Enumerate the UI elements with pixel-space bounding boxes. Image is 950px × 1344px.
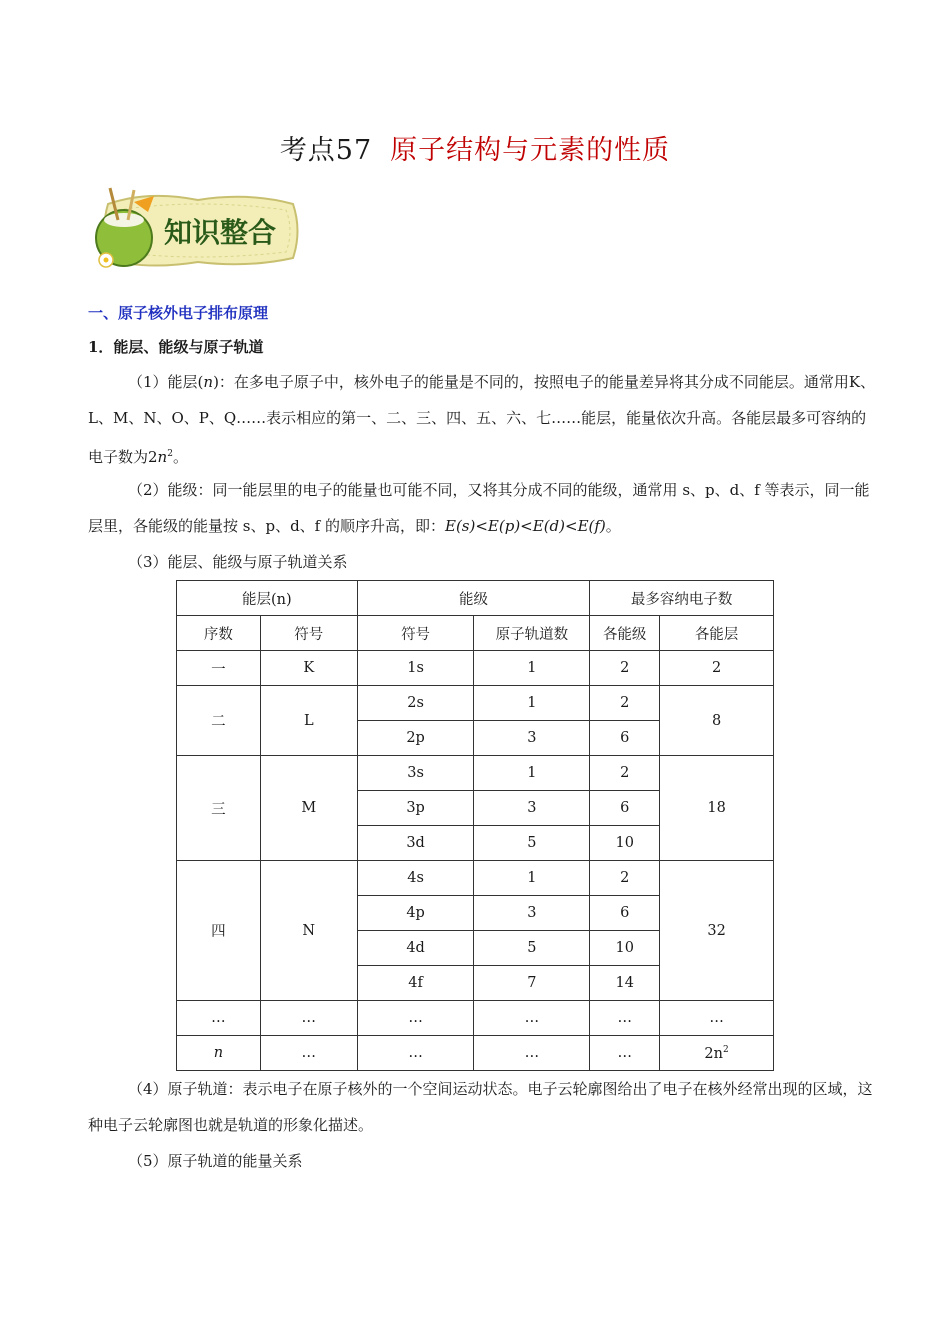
badge-text: 知识整合 — [163, 216, 277, 249]
ellipsis-cell: … — [177, 1001, 261, 1036]
shell-symbol: N — [260, 861, 357, 1001]
formula-exponent: 2 — [722, 1044, 729, 1055]
subheader-cell: 符号 — [260, 616, 357, 651]
shell-symbol: M — [260, 756, 357, 861]
table-row — [177, 861, 774, 896]
paragraph-orbital-energy: （5）原子轨道的能量关系 — [128, 1152, 303, 1170]
level-capacity: 14 — [590, 966, 660, 1001]
level-capacity: 2 — [590, 756, 660, 791]
subheader-cell: 序数 — [177, 616, 261, 651]
orbital-count: 3 — [474, 721, 590, 756]
table-row — [177, 1036, 774, 1071]
level-symbol: 2p — [357, 721, 474, 756]
orbital-count: … — [474, 1036, 590, 1071]
subheader-cell: 各能层 — [660, 616, 774, 651]
orbital-count: 1 — [474, 756, 590, 791]
shell-symbol: … — [260, 1036, 357, 1071]
table-row — [177, 756, 774, 791]
shell-capacity: 8 — [660, 686, 774, 756]
formula-2n: 2n — [704, 1045, 723, 1062]
level-symbol: 4f — [357, 966, 474, 1001]
level-capacity: 2 — [590, 651, 660, 686]
level-symbol: 3d — [357, 826, 474, 861]
subheader-cell: 符号 — [357, 616, 474, 651]
table-row — [177, 651, 774, 686]
shell-level-table — [176, 580, 774, 1071]
paragraph-energy-level: （2）能级：同一能层里的电子的能量也可能不同，又将其分成不同的能级，通常用 s、p、d、f 等表示，同一能层里，各能级的能量按 s、p、d、f 的顺序升高，即：E(s)<E(p)<E(d)<E(f)。 — [88, 481, 870, 535]
shell-ordinal: 二 — [177, 686, 261, 756]
header-shell: 能层(n) — [177, 581, 358, 616]
table-header-row — [177, 581, 774, 616]
level-symbol: … — [357, 1036, 474, 1071]
knowledge-badge — [88, 186, 306, 276]
paragraph-energy-shell: （1）能层(n)：在多电子原子中，核外电子的能量是不同的，按照电子的能量差异将其分成不同能层。通常用K、L、M、N、O、P、Q……表示相应的第一、二、三、四、五、六、七……能层，能量依次升高。各能层最多可容纳的电子数为$2n^2$。 — [88, 373, 876, 466]
table-subheader-row — [177, 616, 774, 651]
level-symbol: 2s — [357, 686, 474, 721]
header-level: 能级 — [357, 581, 590, 616]
level-capacity: 6 — [590, 896, 660, 931]
level-capacity: 6 — [590, 791, 660, 826]
subsection-heading: 1．能层、能级与原子轨道 — [88, 338, 264, 356]
ellipsis-cell: … — [260, 1001, 357, 1036]
shell-capacity: 2 — [660, 651, 774, 686]
shell-ordinal: 一 — [177, 651, 261, 686]
level-capacity: 10 — [590, 931, 660, 966]
orbital-count: 1 — [474, 651, 590, 686]
level-symbol: 4s — [357, 861, 474, 896]
level-symbol: 3s — [357, 756, 474, 791]
level-symbol: 3p — [357, 791, 474, 826]
paragraph-relation: （3）能层、能级与原子轨道关系 — [128, 553, 348, 571]
subheader-cell: 原子轨道数 — [474, 616, 590, 651]
orbital-count: 1 — [474, 861, 590, 896]
title-lead: 考点57 — [279, 135, 373, 166]
level-capacity: 2 — [590, 686, 660, 721]
title-main: 原子结构与元素的性质 — [390, 135, 671, 166]
level-capacity: … — [590, 1036, 660, 1071]
table-row — [177, 1001, 774, 1036]
orbital-count: 1 — [474, 686, 590, 721]
paragraph-orbital: （4）原子轨道：表示电子在原子核外的一个空间运动状态。电子云轮廓图给出了电子在核外经常出现的区域，这种电子云轮廓图也就是轨道的形象化描述。 — [88, 1080, 873, 1134]
orbital-count: 3 — [474, 896, 590, 931]
ellipsis-cell: … — [660, 1001, 774, 1036]
page-title — [0, 128, 950, 167]
level-symbol: 4d — [357, 931, 474, 966]
section-heading: 一、原子核外电子排布原理 — [88, 304, 269, 322]
shell-symbol: L — [260, 686, 357, 756]
orbital-count: 5 — [474, 931, 590, 966]
ellipsis-cell: … — [474, 1001, 590, 1036]
orbital-count: 5 — [474, 826, 590, 861]
shell-ordinal: 三 — [177, 756, 261, 861]
orbital-count: 3 — [474, 791, 590, 826]
level-symbol: 4p — [357, 896, 474, 931]
level-capacity: 10 — [590, 826, 660, 861]
shell-ordinal: 四 — [177, 861, 261, 1001]
ellipsis-cell: … — [357, 1001, 474, 1036]
level-capacity: 2 — [590, 861, 660, 896]
shell-capacity: 18 — [660, 756, 774, 861]
shell-symbol: K — [260, 651, 357, 686]
table-row — [177, 686, 774, 721]
shell-capacity — [660, 1036, 774, 1071]
shell-capacity: 32 — [660, 861, 774, 1001]
ellipsis-cell: … — [590, 1001, 660, 1036]
level-capacity: 6 — [590, 721, 660, 756]
orbital-count: 7 — [474, 966, 590, 1001]
level-symbol: 1s — [357, 651, 474, 686]
header-max: 最多容纳电子数 — [590, 581, 774, 616]
shell-ordinal: n — [177, 1036, 261, 1071]
subheader-cell: 各能级 — [590, 616, 660, 651]
